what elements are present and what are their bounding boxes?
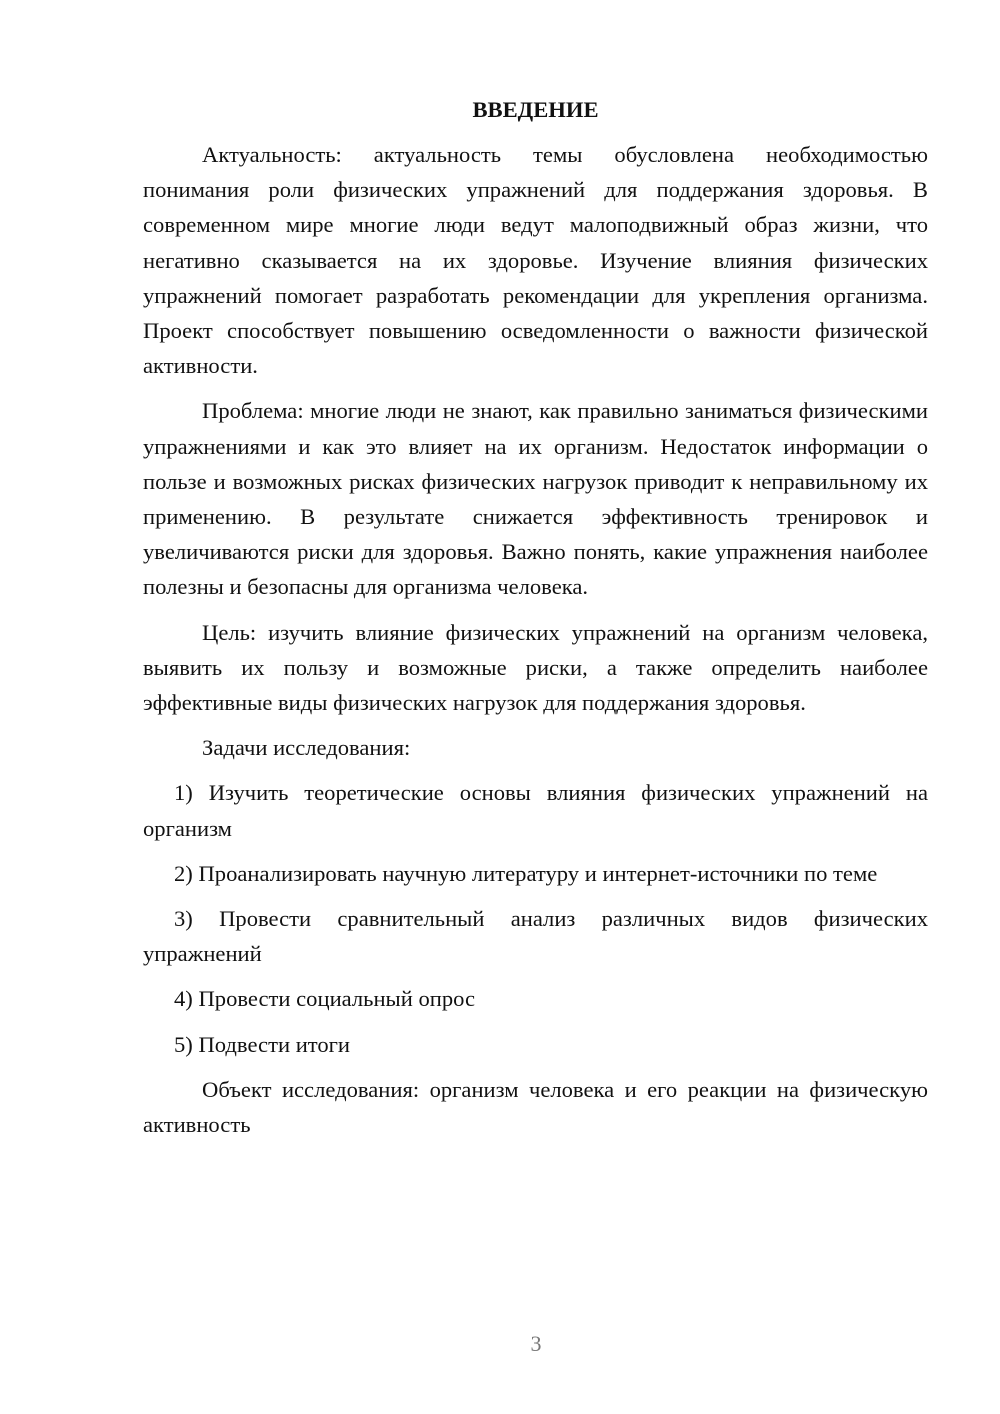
paragraph-goal: Цель: изучить влияние физических упражнений на организм человека, выявить их пользу и возможные риски, а также определить наиболее эффективные виды физических нагрузок для поддержания здоровья. <box>143 619 928 716</box>
task-item-3: 3) Провести сравнительный анализ различных видов физических упражнений <box>143 906 928 967</box>
page-title: ВВЕДЕНИЕ <box>472 97 599 122</box>
task-item-2: 2) Проанализировать научную литературу и интернет-источники по теме <box>174 860 878 886</box>
task-item-4: 4) Провести социальный опрос <box>174 986 476 1012</box>
paragraph-relevance: Актуальность: актуальность темы обусловлена необходимостью понимания роли физических упражнений для поддержания здоровья. В современном мире многие люди ведут малоподвижный образ жизни, что негативно сказывается на их здоровье. Изучение влияния физических упражнений помогает разработать рекомендации для укрепления организма. Проект способствует повышению осведомленности о важности физической активности. <box>143 142 928 379</box>
tasks-title: Задачи исследования: <box>202 735 411 761</box>
page-number: 3 <box>530 1331 542 1356</box>
paragraph-object: Объект исследования: организм человека и его реакции на физическую активность <box>143 1076 928 1138</box>
paragraph-problem: Проблема: многие люди не знают, как правильно заниматься физическими упражнениями и как это влияет на их организм. Недостаток информации о пользе и возможных рисках физических нагрузок приводит к неправильному их применению. В результате снижается эффективность тренировок и увеличиваются риски для здоровья. Важно понять, какие упражнения наиболее полезны и безопасны для организма человека. <box>143 398 928 600</box>
task-item-1: 1) Изучить теоретические основы влияния физических упражнений на организм <box>143 780 928 841</box>
task-item-5: 5) Подвести итоги <box>174 1031 351 1057</box>
document-page <box>143 92 928 1152</box>
